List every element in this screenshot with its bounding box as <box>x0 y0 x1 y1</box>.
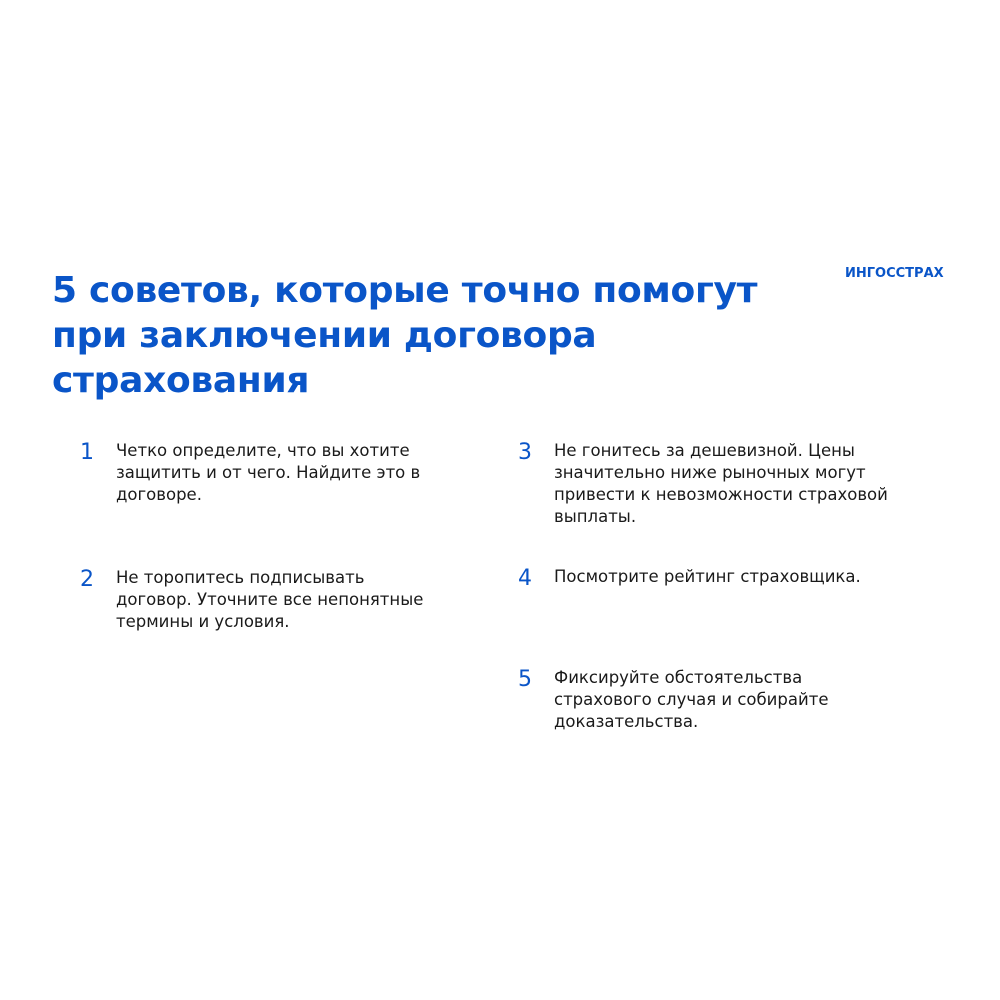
tip-text: Посмотрите рейтинг страховщика. <box>554 567 861 586</box>
tip-text: Четко определите, что вы хотите защитить и от чего. Найдите это в договоре. <box>116 441 421 504</box>
tip-item-1 <box>80 440 480 510</box>
tip-number: 5 <box>518 667 532 692</box>
tip-item-3 <box>518 440 938 530</box>
page-title: 5 советов, которые точно помогут при заключении договора страхования <box>52 270 758 401</box>
tip-item-4 <box>518 566 938 596</box>
brand-logo: ИНГОССТРАХ <box>845 266 944 281</box>
tip-text: Не торопитесь подписывать договор. Уточните все непонятные термины и условия. <box>116 568 424 631</box>
tip-text: Не гонитесь за дешевизной. Цены значительно ниже рыночных могут привести к невозможности страховой выплаты. <box>554 441 888 526</box>
tip-number: 1 <box>80 440 94 465</box>
tip-item-2 <box>80 567 480 637</box>
tip-number: 4 <box>518 566 532 591</box>
tip-number: 2 <box>80 567 94 592</box>
tip-item-5 <box>518 667 938 737</box>
tip-number: 3 <box>518 440 532 465</box>
tip-text: Фиксируйте обстоятельства страхового случая и собирайте доказательства. <box>554 668 829 731</box>
